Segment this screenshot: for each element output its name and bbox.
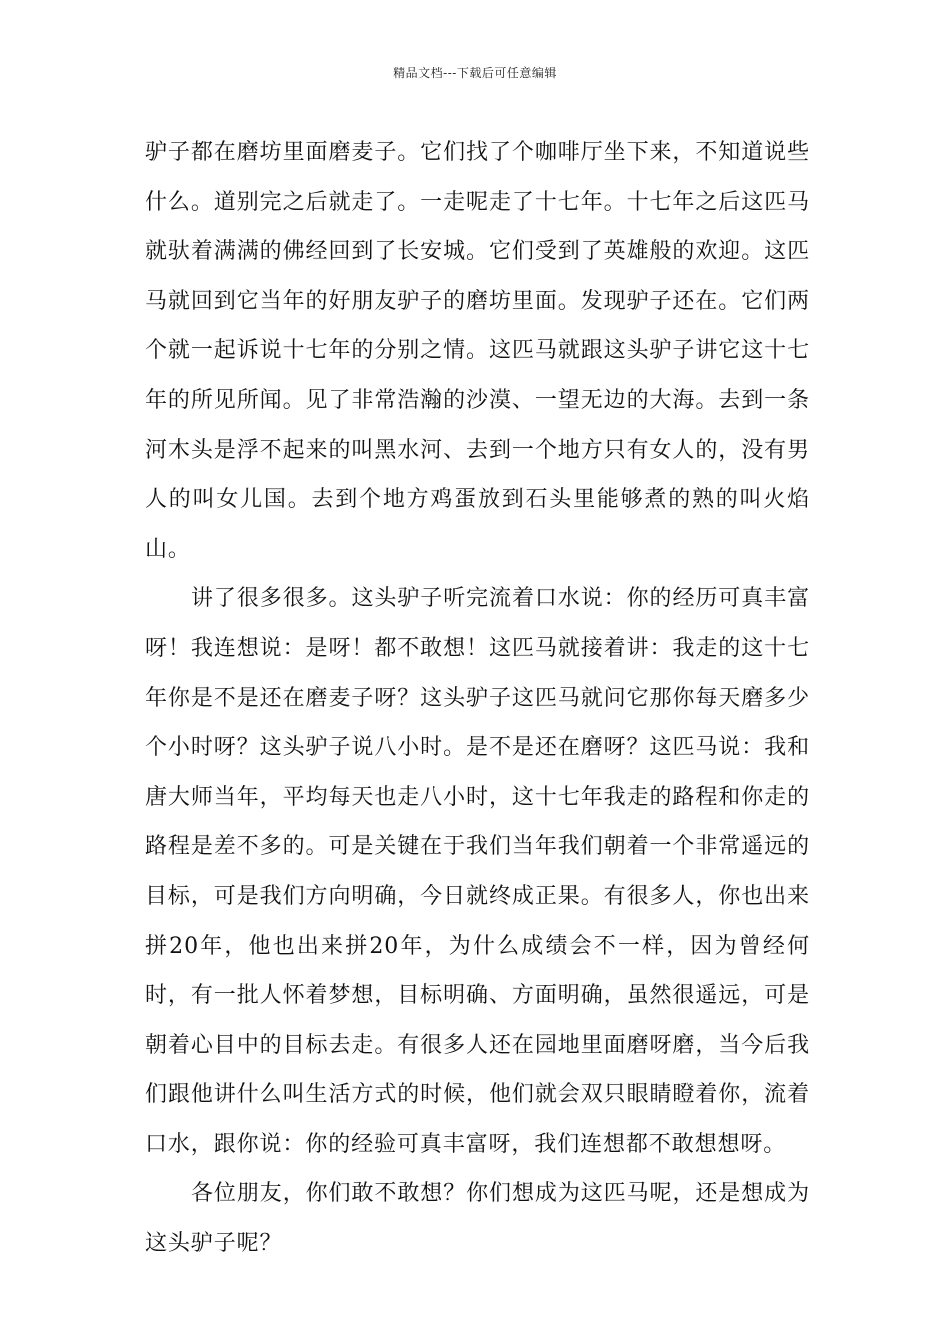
paragraph: 驴子都在磨坊里面磨麦子。它们找了个咖啡厅坐下来，不知道说些什么。道别完之后就走了。一走呢走了十七年。十七年之后这匹马就驮着满满的佛经回到了长安城。它们受到了英雄般的欢迎。这匹马就回到它当年的好朋友驴子的磨坊里面。发现驴子还在。它们两个就一起诉说十七年的分别之情。这匹马就跟这头驴子讲它这十七年的所见所闻。见了非常浩瀚的沙漠、一望无边的大海。去到一条河木头是浮不起来的叫黑水河、去到一个地方只有女人的，没有男人的叫女儿国。去到个地方鸡蛋放到石头里能够煮的熟的叫火焰山。 <box>145 140 810 562</box>
paragraph: 讲了很多很多。这头驴子听完流着口水说：你的经历可真丰富呀！我连想说：是呀！都不敢想！这匹马就接着讲：我走的这十七年你是不是还在磨麦子呀？这头驴子这匹马就问它那你每天磨多少个小时呀？这头驴子说八小时。是不是还在磨呀？这匹马说：我和唐大师当年，平均每天也走八小时，这十七年我走的路程和你走的路程是差不多的。可是关键在于我们当年我们朝着一个非常遥远的目标，可是我们方向明确，今日就终成正果。有很多人，你也出来拼20年，他也出来拼20年，为什么成绩会不一样，因为曾经何时，有一批人怀着梦想，目标明确、方面明确，虽然很遥远，可是朝着心目中的目标去走。有很多人还在园地里面磨呀磨，当今后我们跟他讲什么叫生活方式的时候，他们就会双只眼睛瞪着你，流着口水，跟你说：你的经验可真丰富呀，我们连想都不敢想想呀。 <box>145 586 810 1157</box>
document-body <box>145 128 810 1269</box>
paragraph: 各位朋友，你们敢不敢想？你们想成为这匹马呢，还是想成为这头驴子呢？ <box>145 1181 810 1257</box>
page-header: 精品文档---下载后可任意编辑 <box>393 66 557 80</box>
